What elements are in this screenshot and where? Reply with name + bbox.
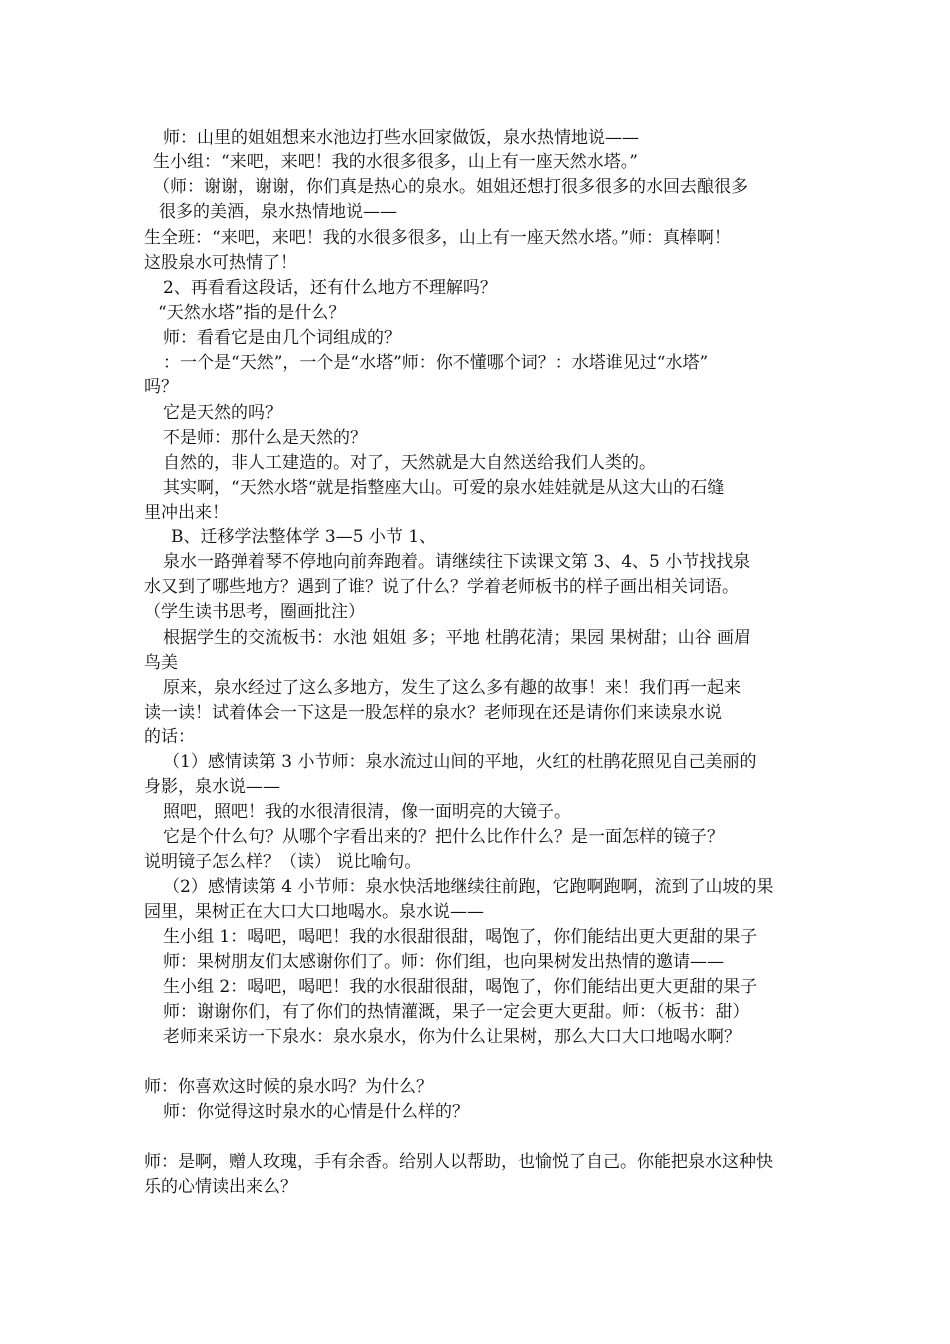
- text-line: 师：你觉得这时泉水的心情是什么样的？: [163, 1102, 469, 1122]
- text-line: 根据学生的交流板书：水池 姐姐 多；平地 杜鹃花清；果园 果树甜；山谷 画眉: [163, 628, 752, 648]
- text-line: 园里，果树正在大口大口地喝水。泉水说——: [144, 902, 484, 922]
- text-line: 鸟美: [144, 653, 178, 673]
- text-line: 里冲出来！: [144, 503, 229, 523]
- text-line: 吗？: [144, 377, 178, 397]
- text-line: 师：果树朋友们太感谢你们了。师：你们组，也向果树发出热情的邀请——: [163, 952, 724, 972]
- text-line: 很多的美酒，泉水热情地说——: [159, 202, 397, 222]
- text-line: B、迁移学法整体学 3—5 小节 1、: [171, 527, 437, 547]
- text-line: 师：谢谢你们，有了你们的热情灌溉，果子一定会更大更甜。师：（板书：甜）: [163, 1002, 750, 1022]
- text-line: 不是师：那什么是天然的？: [163, 428, 367, 448]
- text-line: （学生读书思考，圈画批注）: [144, 602, 365, 622]
- text-line: 师：你喜欢这时候的泉水吗？为什么？: [144, 1077, 433, 1097]
- text-line: 师：是啊，赠人玫瑰，手有余香。给别人以帮助，也愉悦了自己。你能把泉水这种快: [144, 1152, 773, 1172]
- text-line: 生小组 1：喝吧，喝吧！我的水很甜很甜，喝饱了，你们能结出更大更甜的果子: [163, 927, 758, 947]
- text-line: 生小组：“来吧，来吧！我的水很多很多，山上有一座天然水塔。”: [153, 152, 638, 172]
- text-line: 泉水一路弹着琴不停地向前奔跑着。请继续往下读课文第 3、4、5 小节找找泉: [163, 552, 751, 572]
- text-line: 乐的心情读出来么？: [144, 1177, 297, 1197]
- text-line: 照吧，照吧！我的水很清很清，像一面明亮的大镜子。: [163, 802, 571, 822]
- text-line: 它是天然的吗？: [163, 403, 282, 423]
- text-line: 原来，泉水经过了这么多地方，发生了这么多有趣的故事！来！我们再一起来: [163, 678, 741, 698]
- text-line: “天然水塔”指的是什么？: [158, 303, 346, 323]
- text-line: （2）感情读第 4 小节师：泉水快活地继续往前跑，它跑啊跑啊，流到了山坡的果: [163, 877, 774, 897]
- text-line: 读一读！试着体会一下这是一股怎样的泉水？老师现在还是请你们来读泉水说: [144, 703, 722, 723]
- text-line: 生小组 2：喝吧，喝吧！我的水很甜很甜，喝饱了，你们能结出更大更甜的果子: [163, 977, 758, 997]
- text-line: 2、再看看这段话，还有什么地方不理解吗？: [163, 278, 497, 298]
- text-line: 说明镜子怎么样？（读） 说比喻句。: [144, 852, 422, 872]
- text-line: 它是个什么句？从哪个字看出来的？把什么比作什么？是一面怎样的镜子？: [163, 827, 724, 847]
- text-line: 身影，泉水说——: [144, 777, 280, 797]
- text-line: ：一个是“天然”，一个是“水塔”师：你不懂哪个词？：水塔谁见过“水塔”: [163, 353, 709, 373]
- text-line: （师：谢谢，谢谢，你们真是热心的泉水。姐姐还想打很多很多的水回去酿很多: [153, 177, 748, 197]
- text-line: 生全班：“来吧，来吧！我的水很多很多，山上有一座天然水塔。”师：真棒啊！: [144, 228, 731, 248]
- text-line: 这股泉水可热情了！: [144, 253, 297, 273]
- text-line: 水又到了哪些地方？遇到了谁？说了什么？学着老师板书的样子画出相关词语。: [144, 577, 739, 597]
- text-line: 其实啊，“天然水塔“就是指整座大山。可爱的泉水娃娃就是从这大山的石缝: [163, 478, 725, 498]
- text-line: 师：山里的姐姐想来水池边打些水回家做饭，泉水热情地说——: [163, 128, 639, 148]
- text-line: 师：看看它是由几个词组成的？: [163, 328, 401, 348]
- text-line: （1）感情读第 3 小节师：泉水流过山间的平地，火红的杜鹃花照见自己美丽的: [163, 752, 757, 772]
- text-line: 老师来采访一下泉水：泉水泉水，你为什么让果树，那么大口大口地喝水啊？: [163, 1027, 741, 1047]
- text-line: 的话：: [144, 727, 195, 747]
- text-line: 自然的，非人工建造的。对了，天然就是大自然送给我们人类的。: [163, 453, 656, 473]
